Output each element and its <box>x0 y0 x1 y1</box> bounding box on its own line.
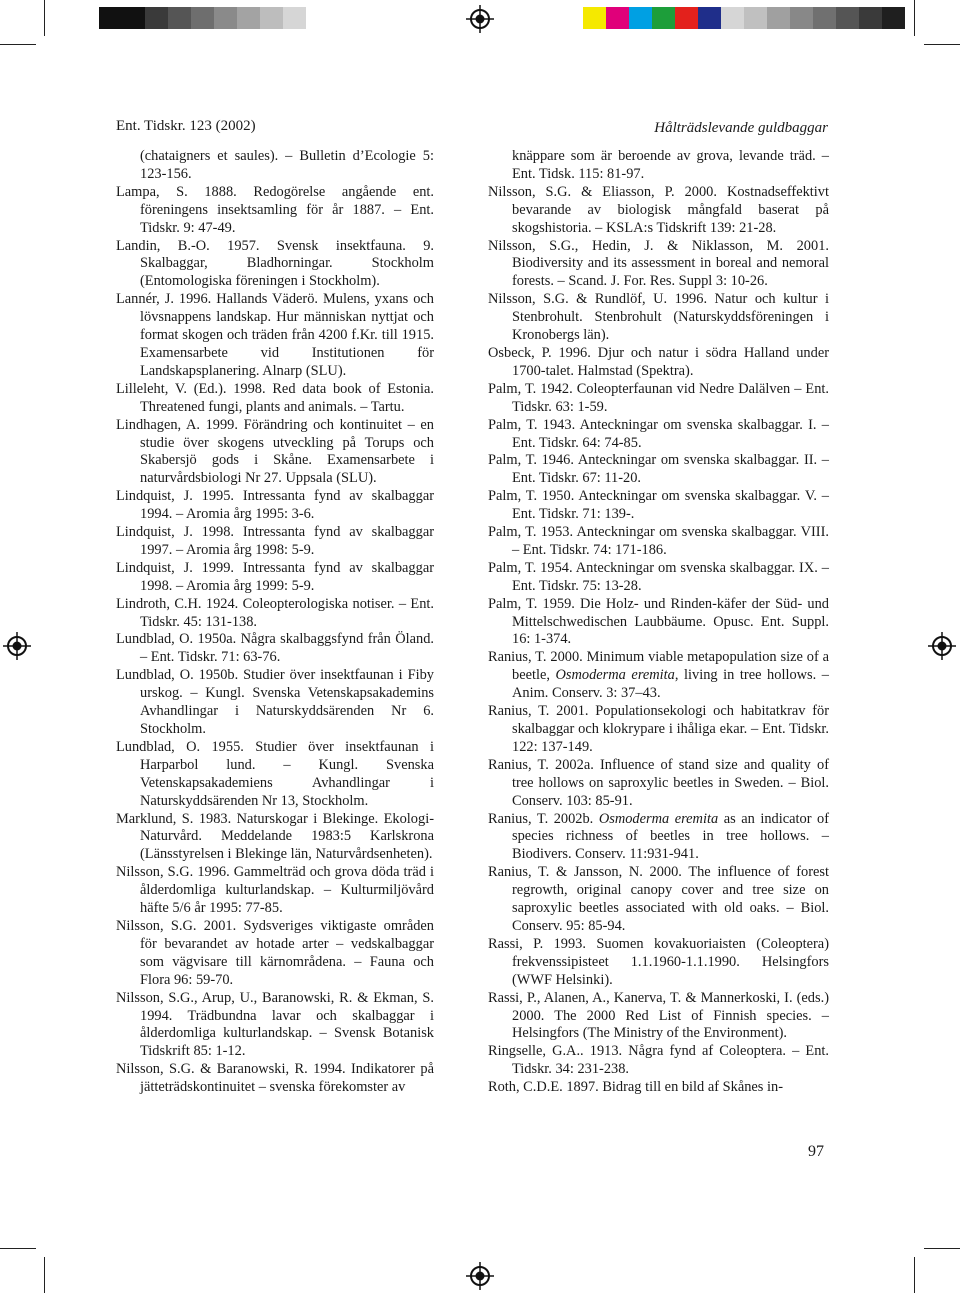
crop-mark <box>914 1257 915 1293</box>
reference-entry: Nilsson, S.G. & Baranowski, R. 1994. Indikatorer på jätteträdskontinuitet – svenska förekomster av <box>116 1061 434 1096</box>
color-swatch <box>652 7 675 29</box>
reference-entry: Palm, T. 1954. Anteckningar om svenska skalbaggar. IX. – Ent. Tidskr. 75: 13-28. <box>488 559 829 594</box>
reference-entry: (chataigners et saules). – Bulletin d’Ecologie 5: 123-156. <box>140 148 434 182</box>
reference-entry: Ringselle, G.A.. 1913. Några fynd af Coleoptera. – Ent. Tidskr. 34: 231-238. <box>488 1043 829 1078</box>
reference-entry: Nilsson, S.G. & Rundlöf, U. 1996. Natur och kultur i Stenbrohult. Stenbrohult (Naturskyddsföreningen i Kronobergs län). <box>488 291 829 344</box>
reference-entry: Lilleleht, V. (Ed.). 1998. Red data book of Estonia. Threatened fungi, plants and animals. – Tartu. <box>116 380 434 415</box>
reference-entry: Ranius, T. 2002b. Osmoderma eremita as an indicator of species richness of beetles in tree hollows. – Biodivers. Conserv. 11:931-941. <box>488 810 830 863</box>
crop-mark <box>0 44 36 45</box>
reference-entry: Ranius, T. 2000. Minimum viable metapopulation size of a beetle, Osmoderma eremita, living in tree hollows. – Anim. Conserv. 3: 37–43. <box>488 649 829 702</box>
reference-entry: Rassi, P., Alanen, A., Kanerva, T. & Mannerkoski, I. (eds.) 2000. The 2000 Red List of Finnish species. – Helsingfors (The Ministry of the Environment). <box>488 989 829 1042</box>
reference-entry: Palm, T. 1946. Anteckningar om svenska skalbaggar. II. – Ent. Tidskr. 67: 11-20. <box>488 452 829 487</box>
reference-column-right <box>488 148 829 1097</box>
reference-entry: Palm, T. 1942. Coleopterfaunan vid Nedre Dalälven – Ent. Tidskr. 63: 1-59. <box>488 380 829 415</box>
reference-entry: Ranius, T. 2001. Populationsekologi och habitatkrav för skalbaggar och klokrypare i ihåliga ekar. – Ent. Tidskr. 122: 137-149. <box>488 703 829 755</box>
reference-entry: Nilsson, S.G., Arup, U., Baranowski, R. & Ekman, S. 1994. Trädbundna lavar och skalbaggar i ålderdomliga kulturlandskap. – Svensk Botanisk Tidskrift 85: 1-12. <box>116 989 434 1060</box>
color-swatch <box>790 7 813 29</box>
color-swatch <box>767 7 790 29</box>
crop-mark <box>44 0 45 36</box>
color-swatch <box>882 7 905 29</box>
reference-entry: Lindquist, J. 1995. Intressanta fynd av skalbaggar 1994. – Aromia årg 1995: 3-6. <box>116 488 434 523</box>
reference-entry: Ranius, T. & Jansson, N. 2000. The influence of forest regrowth, original canopy cover and tree size on saproxylic beetles associated with old oaks. – Biol. Conserv. 95: 85-94. <box>488 864 829 934</box>
reference-entry: Lindquist, J. 1998. Intressanta fynd av skalbaggar 1997. – Aromia årg 1998: 5-9. <box>116 524 434 558</box>
color-swatch <box>122 7 145 29</box>
reference-entry: Lundblad, O. 1950b. Studier över insektfaunan i Fiby urskog. – Kungl. Svenska Vetenskapsakademins Avhandlingar i Naturskyddsärenden Nr 6. Stockholm. <box>116 667 434 737</box>
reference-entry: Lampa, S. 1888. Redogörelse angående ent. föreningens insektsamling för år 1887. – Ent. Tidskr. 9: 47-49. <box>116 183 434 236</box>
color-swatch <box>698 7 721 29</box>
reference-entry: Nilsson, S.G. 1996. Gammelträd och grova döda träd i ålderdomliga kulturlandskap. – Kulturmiljövård häfte 5/6 år 1995: 77-85. <box>116 864 434 917</box>
reference-entry: Ranius, T. 2002a. Influence of stand size and quality of tree hollows on saproxylic beetles in Sweden. – Biol. Conserv. 103: 85-91. <box>488 756 829 809</box>
color-swatch <box>629 7 652 29</box>
registration-mark-icon <box>928 632 956 660</box>
reference-column-left <box>116 148 434 1097</box>
color-swatch <box>191 7 214 29</box>
color-swatch <box>76 7 99 29</box>
crop-mark <box>924 1248 960 1249</box>
page-number: 97 <box>808 1143 824 1160</box>
reference-entry: Lundblad, O. 1950a. Några skalbaggsfynd från Öland. – Ent. Tidskr. 71: 63-76. <box>116 631 434 666</box>
registration-mark-icon <box>466 1262 494 1290</box>
reference-entry: Palm, T. 1953. Anteckningar om svenska skalbaggar. VIII. – Ent. Tidskr. 74: 171-186. <box>488 524 829 558</box>
reference-entry: Nilsson, S.G. 2001. Sydsveriges viktigaste områden för bevarandet av hotade arter – vedskalbaggar som vägvisare till kärnområdena. – Fauna och Flora 96: 59-70. <box>116 917 434 988</box>
crop-mark <box>44 1257 45 1293</box>
color-swatch <box>606 7 629 29</box>
reference-entry: Roth, C.D.E. 1897. Bidrag till en bild af Skånes in- <box>488 1079 783 1096</box>
reference-entry: Palm, T. 1959. Die Holz- und Rinden-käfer der Süd- und Mittelschwedischen Laubbäume. Opusc. Ent. Suppl. 16: 1-374. <box>488 595 829 648</box>
color-swatch <box>583 7 606 29</box>
color-swatch <box>145 7 168 29</box>
reference-entry: Lindhagen, A. 1999. Förändring och kontinuitet – en studie över skogens utveckling på Torups och Skabersjö gods i Skåne. Examensarbete i naturvårdsbiologi Nr 27. Uppsala (SLU). <box>116 416 434 487</box>
color-swatch <box>744 7 767 29</box>
registration-mark-icon <box>466 5 494 33</box>
reference-entry: Marklund, S. 1983. Naturskogar i Blekinge. Ekologi-Naturvård. Meddelande 1983:5 Karlskrona (Länsstyrelsen i Blekinge län, Naturvårdsenheten). <box>116 810 434 863</box>
color-swatch <box>721 7 744 29</box>
crop-mark <box>914 0 915 36</box>
color-swatch <box>859 7 882 29</box>
color-swatch <box>260 7 283 29</box>
crop-mark <box>924 44 960 45</box>
running-header-left: Ent. Tidskr. 123 (2002) <box>116 118 256 134</box>
reference-entry: Lindroth, C.H. 1924. Coleopterologiska notiser. – Ent. Tidskr. 45: 131-138. <box>116 595 434 630</box>
reference-entry: Lundblad, O. 1955. Studier över insektfaunan i Harparbol lund. – Kungl. Svenska Vetenskapsakademiens Avhandlingar i Naturskyddsärenden Nr 13, Stockholm. <box>116 738 434 809</box>
reference-entry: Nilsson, S.G., Hedin, J. & Niklasson, M. 2001. Biodiversity and its assessment in boreal and nemoral forests. – Scand. J. For. Res. Suppl 3: 10-26. <box>488 237 829 290</box>
reference-entry: Nilsson, S.G. & Eliasson, P. 2000. Kostnadseffektivt bevarande av biologisk mångfald baserat på skogshistoria. – KSLA:s Tidskrift 139: 21-28. <box>488 183 829 236</box>
process-color-bar <box>583 7 905 29</box>
reference-entry: Lannér, J. 1996. Hallands Väderö. Mulens, yxans och lövsnappens landskap. Hur människan nyttjat och format skogen och träden från 4200 f.Kr. till 1915. Examensarbete vid Institutionen för Landskapsplanering. Alnarp (SLU). <box>116 291 434 379</box>
color-swatch <box>168 7 191 29</box>
color-swatch <box>836 7 859 29</box>
color-swatch <box>99 7 122 29</box>
color-swatch <box>214 7 237 29</box>
color-swatch <box>283 7 306 29</box>
reference-entry: Rassi, P. 1993. Suomen kovakuoriaisten (Coleoptera) frekvenssipisteet 1.1.1960-1.1.1990. Helsingfors (WWF Helsinki). <box>488 935 829 988</box>
crop-mark <box>0 1248 36 1249</box>
registration-mark-icon <box>3 632 31 660</box>
reference-entry: Palm, T. 1943. Anteckningar om svenska skalbaggar. I. – Ent. Tidskr. 64: 74-85. <box>488 416 829 451</box>
grayscale-color-bar <box>76 7 329 29</box>
color-swatch <box>237 7 260 29</box>
color-swatch <box>813 7 836 29</box>
reference-entry: Palm, T. 1950. Anteckningar om svenska skalbaggar. V. – Ent. Tidskr. 71: 139-. <box>488 488 829 523</box>
color-swatch <box>306 7 329 29</box>
running-header-right: Hålträdslevande guldbaggar <box>654 120 828 136</box>
reference-entry: Osbeck, P. 1996. Djur och natur i södra Halland under 1700-talet. Halmstad (Spektra). <box>488 344 829 379</box>
reference-entry: Landin, B.-O. 1957. Svensk insektfauna. 9. Skalbaggar, Bladhorningar. Stockholm (Entomologiska föreningen i Stockholm). <box>116 237 434 290</box>
reference-entry: knäppare som är beroende av grova, levande träd. – Ent. Tidsk. 115: 81-97. <box>512 148 829 182</box>
reference-entry: Lindquist, J. 1999. Intressanta fynd av skalbaggar 1998. – Aromia årg 1999: 5-9. <box>116 559 434 594</box>
color-swatch <box>675 7 698 29</box>
